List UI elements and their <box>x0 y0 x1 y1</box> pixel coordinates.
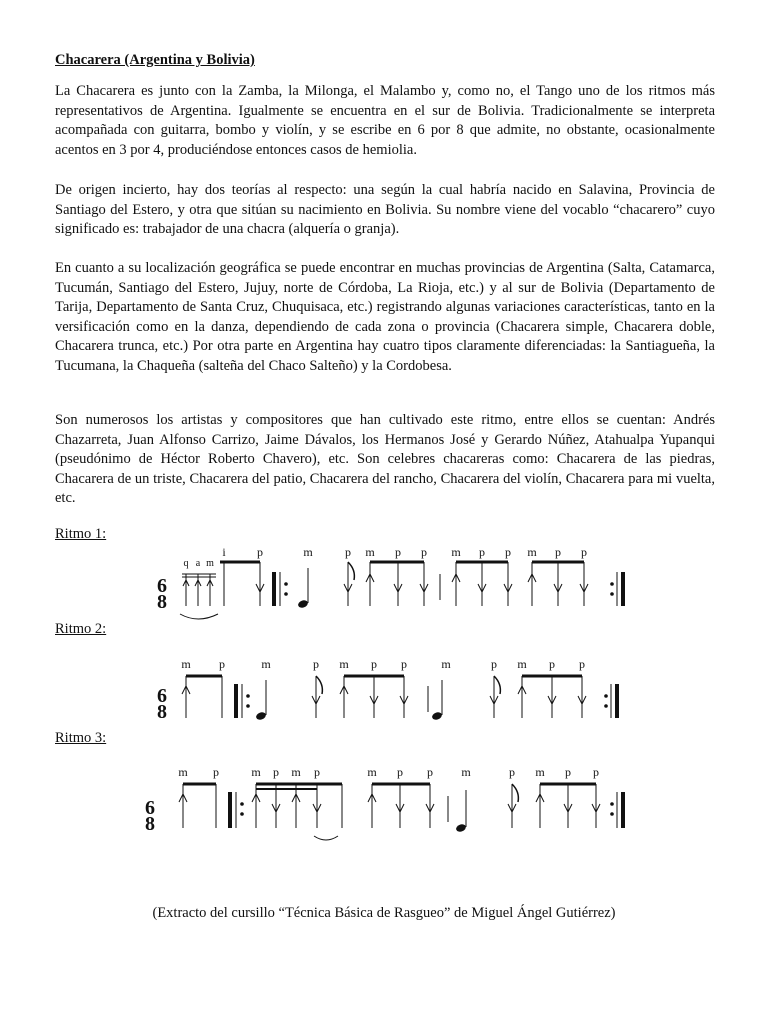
fingering: q <box>183 558 189 569</box>
time-sig-bottom: 8 <box>157 591 167 613</box>
fingering: m <box>365 545 375 559</box>
paragraph-intro: La Chacarera es junto con la Zamba, la Milonga, el Malambo y, como no, el Tango uno de los ritmos más representativos de Argentina. Igualmente se encuentra en el sur de Bolivia. Tradicionalmente se interpreta acompañada con guitarra, bombo y violín, y se escribe en 6 por 8 que admite, no obstante, ocasionalmente acentos en 3 por 4, produciéndose entonces casos de hemiolia. <box>55 83 715 158</box>
time-sig-bottom: 8 <box>145 813 155 835</box>
fingering: p <box>505 545 511 559</box>
fingering: m <box>303 545 313 559</box>
fingering: p <box>555 545 561 559</box>
fingering: m <box>527 545 537 559</box>
fingering: p <box>401 657 407 671</box>
fingering: m <box>535 765 545 779</box>
rhythm-3-label: Ritmo 3: <box>55 730 107 746</box>
fingering: p <box>213 765 219 779</box>
fingering: p <box>581 545 587 559</box>
time-sig-top: 6 <box>157 685 167 707</box>
fingering: p <box>219 657 225 671</box>
rhythm-2-notation <box>150 650 630 740</box>
fingering: p <box>565 765 571 779</box>
fingering: p <box>314 765 320 779</box>
source-credit: (Extracto del cursillo “Técnica Básica de Rasgueo” de Miguel Ángel Gutiérrez) <box>152 905 616 921</box>
fingering: m <box>451 545 461 559</box>
fingering: p <box>427 765 433 779</box>
time-sig-bottom: 8 <box>157 701 167 723</box>
fingering: p <box>491 657 497 671</box>
time-sig-top: 6 <box>157 575 167 597</box>
paragraph-origin: De origen incierto, hay dos teorías al respecto: una según la cual habría nacido en Salavina, Provincia de Santiago del Estero, y otra que sitúan su nacimiento en Bolivia. Su nombre viene del vocablo “chacarero” cuyo significado es: trabajador de una chacra (alquería o granja). <box>55 182 715 237</box>
fingering: m <box>517 657 527 671</box>
rhythm-1-notation <box>150 540 630 630</box>
fingering: p <box>257 545 263 559</box>
fingering: p <box>345 545 351 559</box>
fingering: m <box>181 657 191 671</box>
rhythm-1-label: Ritmo 1: <box>55 526 107 542</box>
rhythm-2-label: Ritmo 2: <box>55 621 107 637</box>
fingering: p <box>549 657 555 671</box>
fingering: p <box>579 657 585 671</box>
fingering: a <box>195 558 201 569</box>
page-title: Chacarera (Argentina y Bolivia) <box>55 52 255 68</box>
fingering: p <box>593 765 599 779</box>
fingering: p <box>371 657 377 671</box>
paragraph-artists: Son numerosos los artistas y compositores que han cultivado este ritmo, entre ellos se cuentan: Andrés Chazarreta, Juan Alfonso Carrizo, Jaime Dávalos, los Hermanos José y Gerardo Núñez, Atahualpa Yupanqui (pseudónimo de Héctor Roberto Chavero), etc. Son celebres chacareras como: Chacarera de las piedras, Chacarera de un triste, Chacarera del patio, Chacarera del rancho, Chacarera del violín, Chacarera para mi vuelta, etc. <box>55 412 715 506</box>
fingering: i <box>222 545 226 559</box>
fingering: p <box>509 765 515 779</box>
fingering: m <box>178 765 188 779</box>
fingering: m <box>261 657 271 671</box>
fingering: m <box>441 657 451 671</box>
time-sig-top: 6 <box>145 797 155 819</box>
fingering: p <box>395 545 401 559</box>
fingering: m <box>206 558 214 569</box>
fingering: p <box>273 765 279 779</box>
fingering: p <box>421 545 427 559</box>
fingering: m <box>339 657 349 671</box>
rhythm-3-notation <box>145 760 630 850</box>
fingering: m <box>367 765 377 779</box>
paragraph-geography: En cuanto a su localización geográfica se puede encontrar en muchas provincias de Argentina (Salta, Catamarca, Tucumán, Santiago del Estero, Jujuy, norte de Córdoba, La Rioja, etc.) y al sur de Bolivia (Departamento de Tarija, Departamento de Santa Cruz, Chuquisaca, etc.) registrando algunas variaciones características, tanto en la versificación como en la danza, dependiendo de cada zona o provincia (Chacarera simple, Chacarera doble, Chacarera trunca, etc.) Por otra parte en Argentina hay cuatro tipos claramente diferenciadas: la Santiagueña, la Tucumana, la Chaqueña (salteña del Chaco Salteño) y la Cordobesa. <box>55 260 715 374</box>
fingering: m <box>251 765 261 779</box>
fingering: p <box>479 545 485 559</box>
fingering: m <box>461 765 471 779</box>
fingering: p <box>313 657 319 671</box>
fingering: p <box>397 765 403 779</box>
fingering: m <box>291 765 301 779</box>
